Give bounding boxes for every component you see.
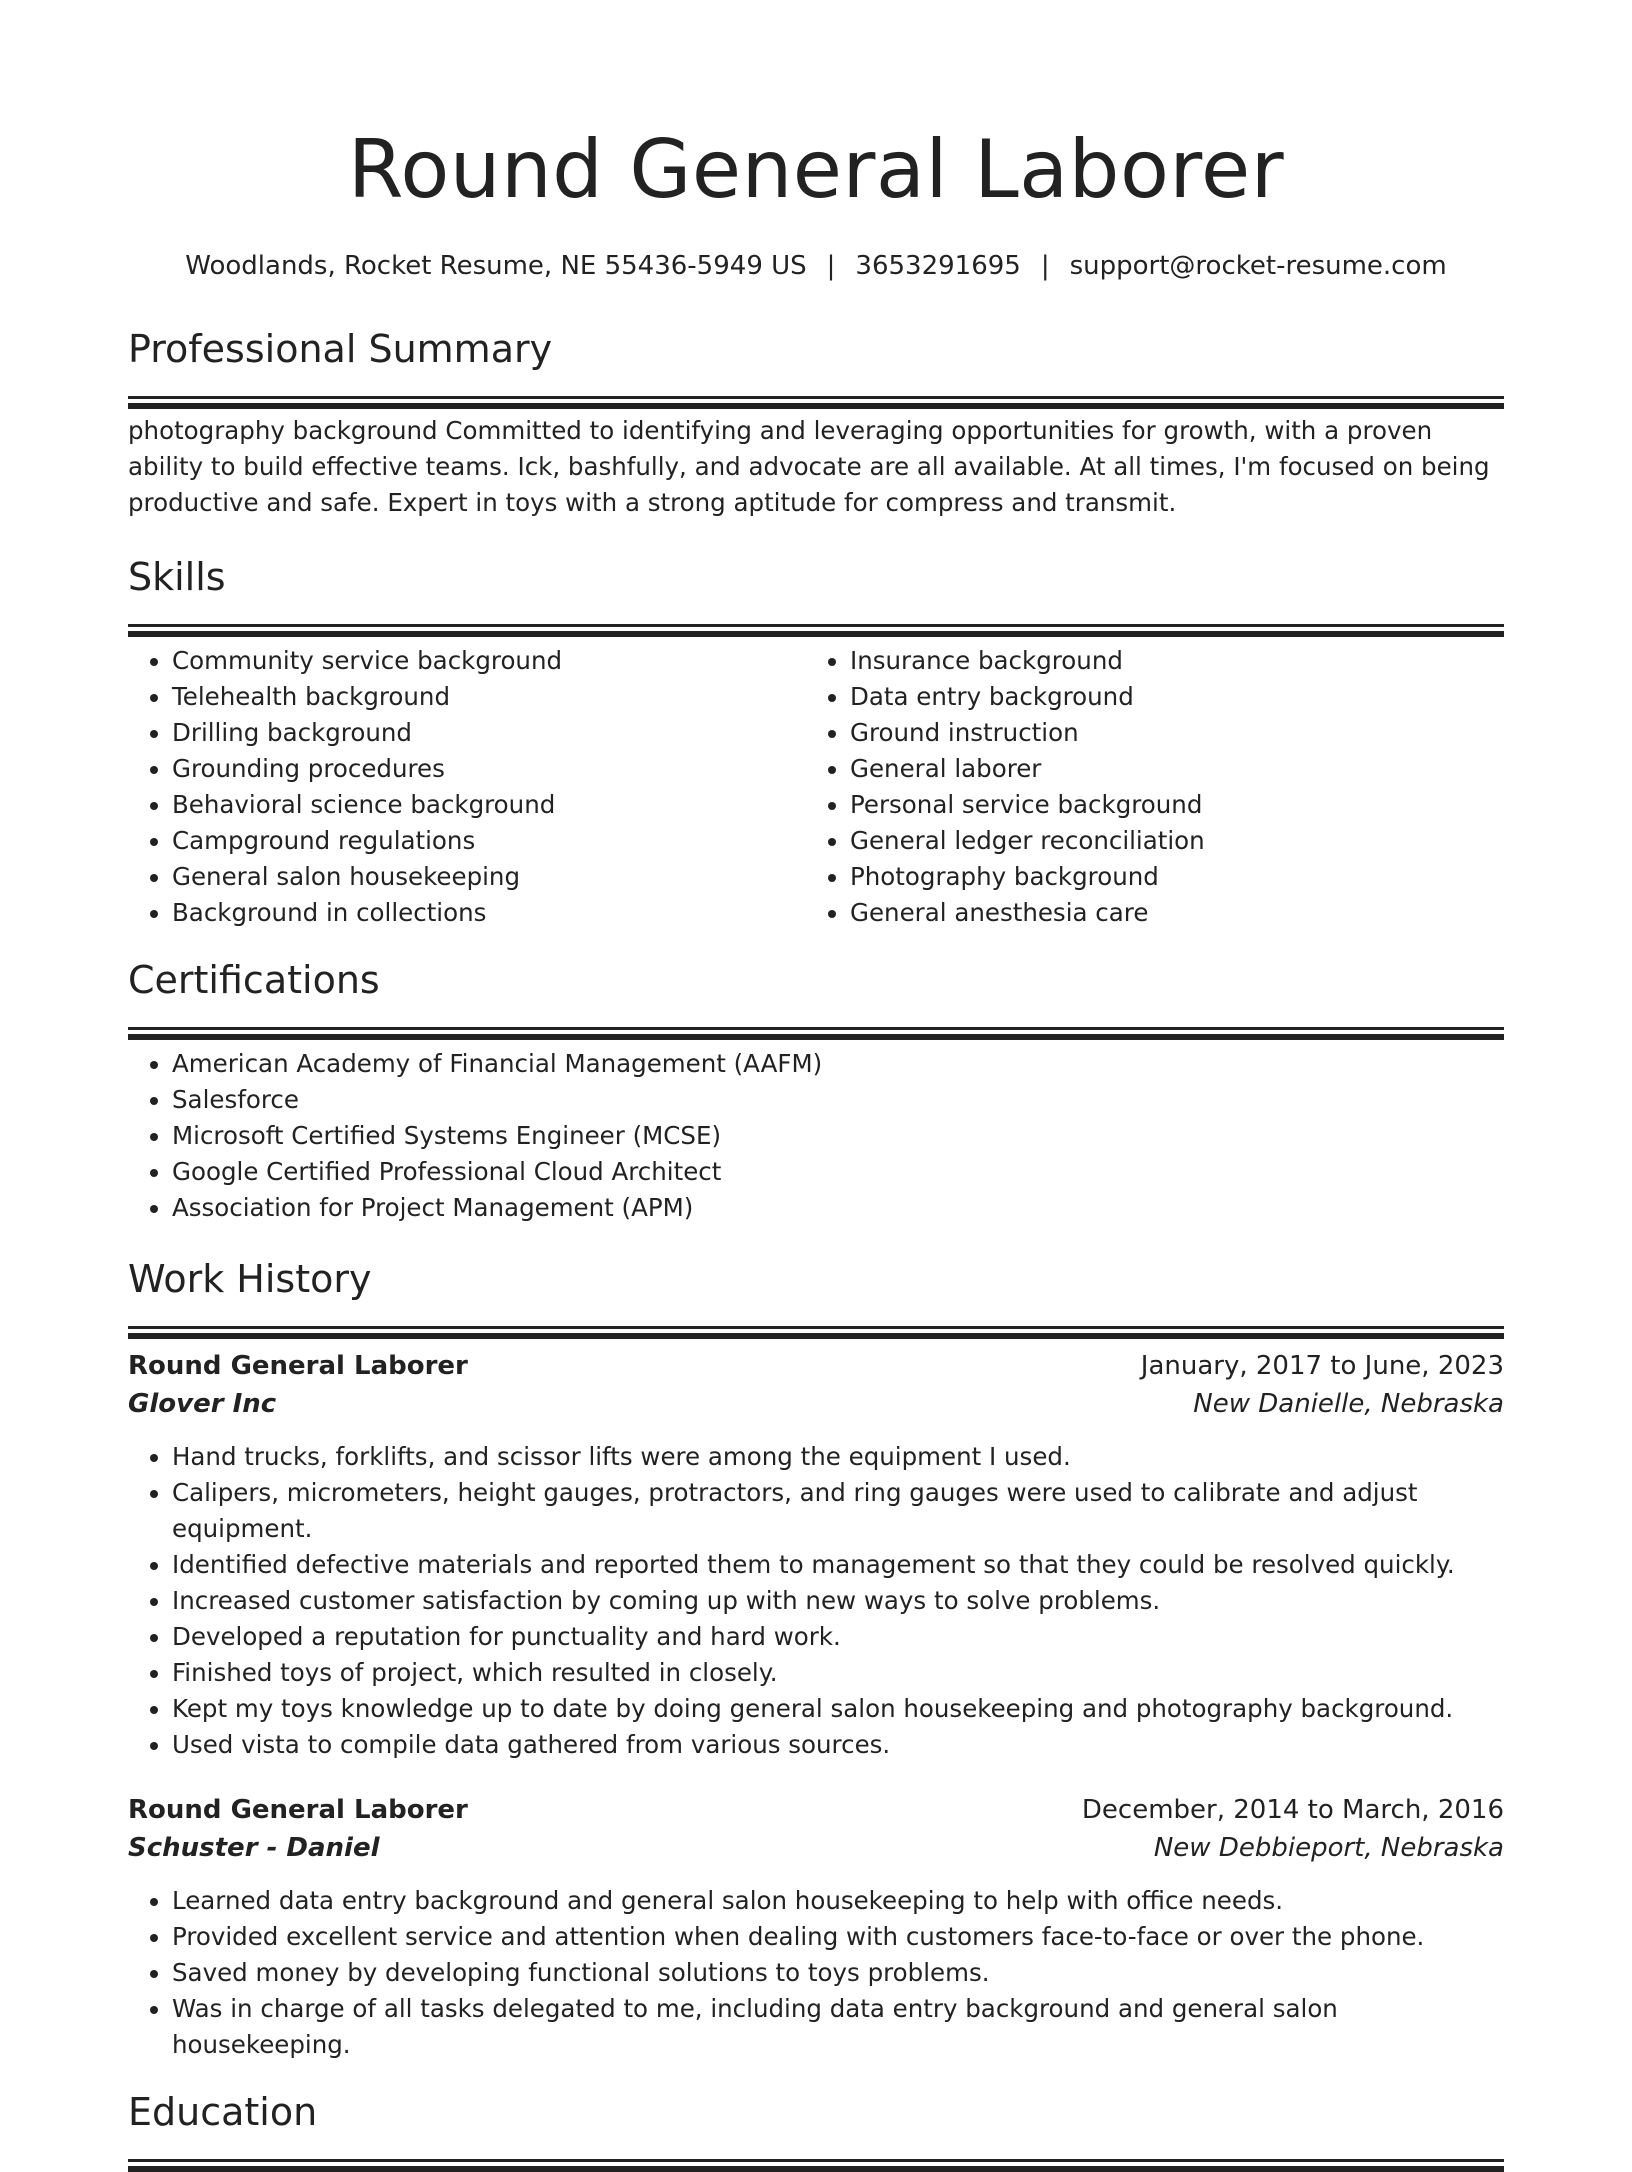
job-bullet: • Was in charge of all tasks delegated to me, including data entry background and general salon housekeeping. [172, 1991, 1504, 2063]
skills-column-right [806, 643, 1484, 931]
job-bullet: • Increased customer satisfaction by coming up with new ways to solve problems. [172, 1583, 1504, 1619]
job-bullet: • Finished toys of project, which resulted in closely. [172, 1655, 1504, 1691]
certification-item: • Google Certified Professional Cloud Architect [172, 1154, 1504, 1190]
job-bullet: • Hand trucks, forklifts, and scissor lifts were among the equipment I used. [172, 1439, 1504, 1475]
job-entry [128, 1791, 1504, 2063]
section-divider [128, 1326, 1504, 1329]
section-title-education: Education [128, 2090, 318, 2134]
skill-item: • Ground instruction [850, 715, 1484, 751]
job-bullet: • Developed a reputation for punctuality and hard work. [172, 1619, 1504, 1655]
job-company-row [128, 1385, 1504, 1423]
skill-item: • General salon housekeeping [172, 859, 806, 895]
section-divider [128, 1027, 1504, 1030]
section-title-work: Work History [128, 1257, 372, 1301]
skill-item: • General ledger reconciliation [850, 823, 1484, 859]
job-dates: December, 2014 to March, 2016 [1081, 1795, 1504, 1825]
skills-section [128, 552, 1504, 931]
skill-item: • Telehealth background [172, 679, 806, 715]
separator: | [1040, 251, 1050, 281]
summary-text: photography background Committed to identifying and leveraging opportunities for growth, with a proven ability to build effective teams. Ick, bashfully, and advocate are all available. At all times, I'm focused on being productive and safe. Expert in toys with a strong aptitude for compress and transmit. [128, 416, 1490, 517]
summary-section [128, 324, 1504, 527]
skill-item: • Behavioral science background [172, 787, 806, 823]
skill-item: • Insurance background [850, 643, 1484, 679]
section-divider [128, 2159, 1504, 2162]
skill-item: • Campground regulations [172, 823, 806, 859]
job-bullet: • Calipers, micrometers, height gauges, protractors, and ring gauges were used to calibrate and adjust equipment. [172, 1475, 1504, 1547]
phone-text: 3653291695 [855, 251, 1021, 281]
section-title-summary: Professional Summary [128, 327, 553, 371]
work-section [128, 1254, 1504, 2063]
certification-item: • Microsoft Certified Systems Engineer (MCSE) [172, 1118, 1504, 1154]
section-title-skills: Skills [128, 555, 226, 599]
skills-columns [128, 643, 1504, 931]
address-text: Woodlands, Rocket Resume, NE 55436-5949 US [185, 251, 807, 281]
job-entry [128, 1347, 1504, 1763]
job-title: Round General Laborer [128, 1351, 468, 1381]
job-bullet: • Learned data entry background and general salon housekeeping to help with office needs. [172, 1883, 1504, 1919]
contact-line [128, 248, 1504, 284]
resume-page [128, 0, 1504, 2162]
skill-item: • Drilling background [172, 715, 806, 751]
job-dates: January, 2017 to June, 2023 [1140, 1351, 1504, 1381]
separator: | [826, 251, 836, 281]
job-bullet: • Saved money by developing functional solutions to toys problems. [172, 1955, 1504, 1991]
job-company: Schuster - Daniel [128, 1833, 380, 1863]
job-location: New Danielle, Nebraska [1193, 1389, 1504, 1419]
job-title: Round General Laborer [128, 1795, 468, 1825]
job-header-row [128, 1791, 1504, 1829]
skill-item: • Grounding procedures [172, 751, 806, 787]
skill-item: • General laborer [850, 751, 1484, 787]
certification-item: • American Academy of Financial Management (AAFM) [172, 1046, 1504, 1082]
education-section [128, 2087, 1504, 2162]
skill-item: • Photography background [850, 859, 1484, 895]
job-header-row [128, 1347, 1504, 1385]
job-bullet: • Used vista to compile data gathered from various sources. [172, 1727, 1504, 1763]
job-bullet: • Identified defective materials and reported them to management so that they could be resolved quickly. [172, 1547, 1504, 1583]
skills-column-left [128, 643, 806, 931]
section-divider [128, 624, 1504, 627]
job-company: Glover Inc [128, 1389, 277, 1419]
job-location: New Debbieport, Nebraska [1153, 1833, 1504, 1863]
skill-item: • Community service background [172, 643, 806, 679]
job-bullet: • Provided excellent service and attention when dealing with customers face-to-face or over the phone. [172, 1919, 1504, 1955]
skill-item: • Background in collections [172, 895, 806, 931]
certification-item: • Association for Project Management (APM) [172, 1190, 1504, 1226]
skill-item: • Data entry background [850, 679, 1484, 715]
skill-item: • General anesthesia care [850, 895, 1484, 931]
candidate-name: Round General Laborer [347, 123, 1285, 216]
section-title-certifications: Certifications [128, 958, 380, 1002]
skill-item: • Personal service background [850, 787, 1484, 823]
email-link[interactable]: support@rocket-resume.com [1069, 251, 1447, 281]
section-divider [128, 396, 1504, 399]
job-company-row [128, 1829, 1504, 1867]
job-bullet: • Kept my toys knowledge up to date by doing general salon housekeeping and photography background. [172, 1691, 1504, 1727]
certifications-section [128, 955, 1504, 1226]
certification-item: • Salesforce [172, 1082, 1504, 1118]
